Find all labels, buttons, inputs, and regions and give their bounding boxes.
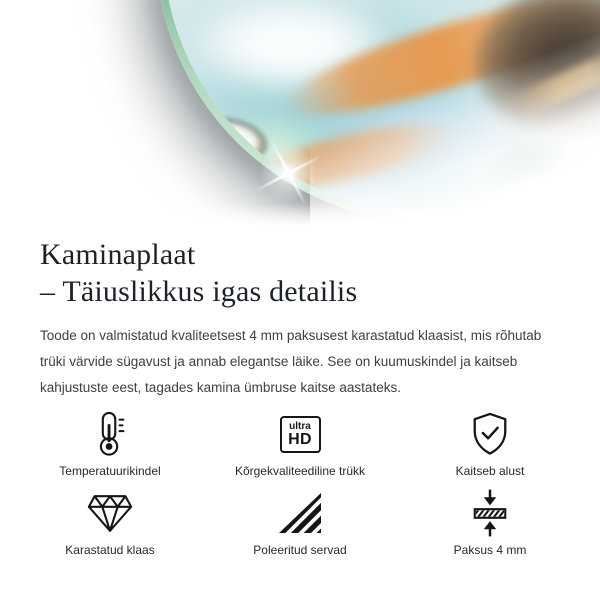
feature-polished-edges	[205, 490, 395, 557]
feature-label: Poleeritud servad	[253, 543, 347, 557]
feature-label: Temperatuurikindel	[59, 464, 161, 478]
ultra-hd-text-small: ultra	[289, 420, 311, 432]
polished-edges-icon	[277, 490, 323, 536]
feature-thickness	[395, 490, 585, 557]
shield-check-icon	[469, 411, 511, 457]
feature-tempered-glass	[15, 490, 205, 557]
product-description: Toode on valmistatud kvaliteetsest 4 mm paksusest karastatud klaasist, mis rõhutab trüki värvide sügavust ja annab elegantse läike. See on kuumuskindel ja kaitseb kahjustuste eest, tagades kamina ümbruse kaitse aastateks.	[40, 328, 542, 395]
feature-label: Kõrgekvaliteediline trükk	[234, 464, 366, 478]
product-description-section	[0, 228, 600, 557]
feature-protects-base	[395, 411, 585, 478]
art-bronze-teal-accent	[475, 125, 593, 213]
thickness-icon	[469, 490, 511, 536]
hero-product-image	[0, 0, 600, 228]
page-title-line2: – Täiuslikkus igas detailis	[40, 275, 358, 308]
feature-print-quality	[205, 411, 395, 478]
diamond-icon	[86, 490, 134, 536]
thermometer-icon	[94, 411, 126, 457]
ultra-hd-text-large: HD	[288, 430, 312, 448]
feature-temperature	[15, 411, 205, 478]
feature-label: Kaitseb alust	[455, 464, 525, 478]
ultra-hd-icon	[280, 411, 321, 457]
feature-label: Karastatud klaas	[65, 543, 155, 557]
page-title	[40, 236, 560, 310]
page-title-line1: Kaminaplaat	[40, 238, 196, 271]
feature-label: Paksus 4 mm	[453, 543, 527, 557]
feature-grid	[15, 411, 585, 557]
marble-art-panel	[163, 0, 600, 215]
